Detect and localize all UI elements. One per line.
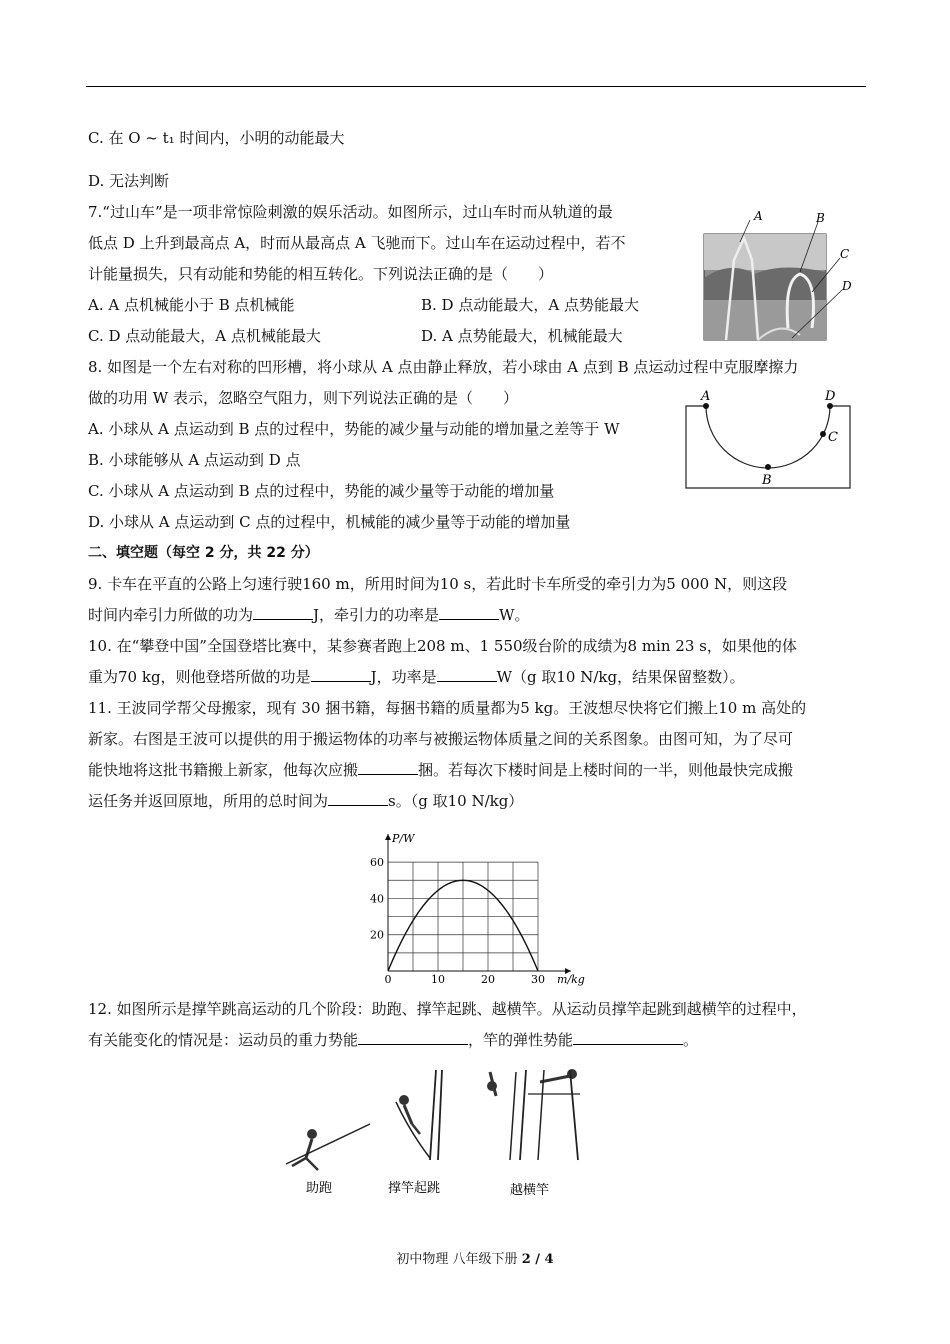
- y-tick-label: 60: [370, 856, 384, 870]
- roller-coaster-figure: [700, 200, 860, 345]
- q9-blank-1[interactable]: [253, 605, 313, 620]
- q7-option-d: D. A 点势能最大，机械能最大: [421, 327, 623, 345]
- q8-option-c: C. 小球从 A 点运动到 B 点的过程中，势能的减少量等于动能的增加量: [88, 482, 555, 500]
- q6-option-c: C. 在 O ~ t₁ 时间内，小明的动能最大: [88, 129, 345, 147]
- y-tick-label: 20: [370, 928, 384, 942]
- header-rule: [86, 86, 866, 87]
- q7-stem-3: 计能量损失，只有动能和势能的相互转化。下列说法正确的是（ ）: [88, 265, 554, 283]
- chart-ticks: [370, 856, 545, 986]
- q11-blank-2[interactable]: [328, 791, 388, 806]
- fig7-label-b: B: [816, 211, 825, 225]
- y-tick-label: 40: [370, 892, 384, 906]
- fig7-label-c: C: [840, 247, 850, 261]
- fig8-label-d: D: [825, 389, 836, 404]
- y-axis-label: P/W: [392, 832, 415, 845]
- page-footer: 初中物理 八年级下册 2 / 4: [396, 1252, 554, 1267]
- power-mass-chart: [360, 826, 585, 986]
- q10-blank-2[interactable]: [437, 667, 497, 682]
- fig7-label-d: D: [842, 279, 852, 293]
- q9-stem-1: 9. 卡车在平直的公路上匀速行驶160 m，所用时间为10 s，若此时卡车所受的牵引力为5 000 N，则这段: [88, 575, 788, 593]
- q9-stem-2: 时间内牵引力所做的功为 J，牵引力的功率是 W。: [88, 606, 530, 624]
- q9-blank-2[interactable]: [439, 605, 499, 620]
- x-axis-label: m/kg: [557, 973, 585, 986]
- point-c: [820, 431, 826, 437]
- q11-stem-2: 新家。右图是王波可以提供的用于搬运物体的功率与被搬运物体质量之间的关系图象。由图可知，为了尽可: [88, 730, 794, 748]
- q11-stem-4: 运任务并返回原地，所用的总时间为 s。（g 取10 N/kg）: [88, 792, 524, 810]
- q7-option-c: C. D 点动能最大，A 点机械能最大: [88, 327, 321, 345]
- fig8-label-c: C: [828, 430, 838, 445]
- q10-blank-1[interactable]: [311, 667, 371, 682]
- pole-3: [510, 1072, 516, 1160]
- q8-option-b: B. 小球能够从 A 点运动到 D 点: [88, 451, 301, 469]
- q7-stem-2: 低点 D 上升到最高点 A，时而从最高点 A 飞驰而下。过山车在运动过程中，若不: [88, 234, 626, 252]
- q6-option-d: D. 无法判断: [88, 172, 170, 190]
- stage-run: [286, 1124, 370, 1170]
- pole-1: [286, 1124, 370, 1164]
- caption-takeoff: 撑竿起跳: [388, 1181, 441, 1196]
- stage-takeoff: [396, 1070, 442, 1160]
- fig8-label-a: A: [701, 389, 711, 404]
- x-tick-label: 20: [481, 973, 495, 986]
- q7-option-a: A. A 点机械能小于 B 点机械能: [88, 296, 295, 314]
- x-tick-label: 10: [431, 973, 445, 986]
- photo-hills: [704, 267, 826, 300]
- q11-stem-3: 能快地将这批书籍搬上新家，他每次应搬 捆。若每次下楼时间是上楼时间的一半，则他最快完成搬: [88, 761, 794, 779]
- caption-run: 助跑: [306, 1181, 333, 1196]
- q11-stem-1: 11. 王波同学帮父母搬家，现有 30 捆书籍，每捆书籍的质量都为5 kg。王波想尽快将它们搬上10 m 高处的: [88, 699, 807, 717]
- section-2-title: 二、填空题（每空 2 分，共 22 分）: [88, 545, 319, 561]
- fig8-label-b: B: [762, 473, 772, 488]
- caption-clear-bar: 越横竿: [510, 1183, 550, 1198]
- x-tick-label: 30: [531, 973, 545, 986]
- q8-stem-2: 做的功用 W 表示，忽略空气阻力，则下列说法正确的是（ ）: [88, 389, 518, 407]
- q7-stem-1: 7.“过山车”是一项非常惊险刺激的娱乐活动。如图所示，过山车时而从轨道的最: [88, 203, 613, 221]
- x-tick-label: 0: [384, 973, 392, 986]
- q12-blank-1[interactable]: [358, 1030, 468, 1045]
- q12-stem-2: 有关能变化的情况是：运动员的重力势能 ，竿的弹性势能 。: [88, 1031, 699, 1049]
- bar-post-1: [430, 1070, 436, 1160]
- photo-sky: [704, 234, 826, 270]
- point-b: [765, 464, 771, 470]
- q8-option-a: A. 小球从 A 点运动到 B 点的过程中，势能的减少量与动能的增加量之差等于 W: [88, 420, 620, 438]
- fig7-label-a: A: [754, 209, 763, 223]
- q11-blank-1[interactable]: [358, 760, 418, 775]
- q10-stem-2: 重为70 kg，则他登塔所做的功是 J，功率是 W（g 取10 N/kg，结果保留整数）。: [88, 668, 745, 686]
- q12-stem-1: 12. 如图所示是撑竿跳高运动的几个阶段：助跑、撑竿起跳、越横竿。从运动员撑竿起跳到越横竿的过程中，: [88, 1000, 807, 1018]
- y-axis-arrow: [385, 834, 391, 840]
- page-number: 2 / 4: [521, 1252, 554, 1267]
- q10-stem-1: 10. 在“攀登中国”全国登塔比赛中，某参赛者跑上208 m、1 550级台阶的成绩为8 min 23 s，如果他的体: [88, 637, 797, 655]
- pole-2: [396, 1102, 430, 1158]
- stage-clear-bar: [487, 1069, 580, 1160]
- pole-vault-figure: [270, 1062, 630, 1202]
- chart-grid: [388, 862, 538, 971]
- q8-option-d: D. 小球从 A 点运动到 C 点的过程中，机械能的减少量等于动能的增加量: [88, 513, 571, 531]
- q12-blank-2[interactable]: [573, 1030, 683, 1045]
- q8-stem-1: 8. 如图是一个左右对称的凹形槽，将小球从 A 点由静止释放，若小球由 A 点到 B 点运动过程中克服摩擦力: [88, 358, 799, 376]
- groove-figure: [680, 384, 860, 494]
- q7-option-b: B. D 点动能最大，A 点势能最大: [421, 296, 639, 314]
